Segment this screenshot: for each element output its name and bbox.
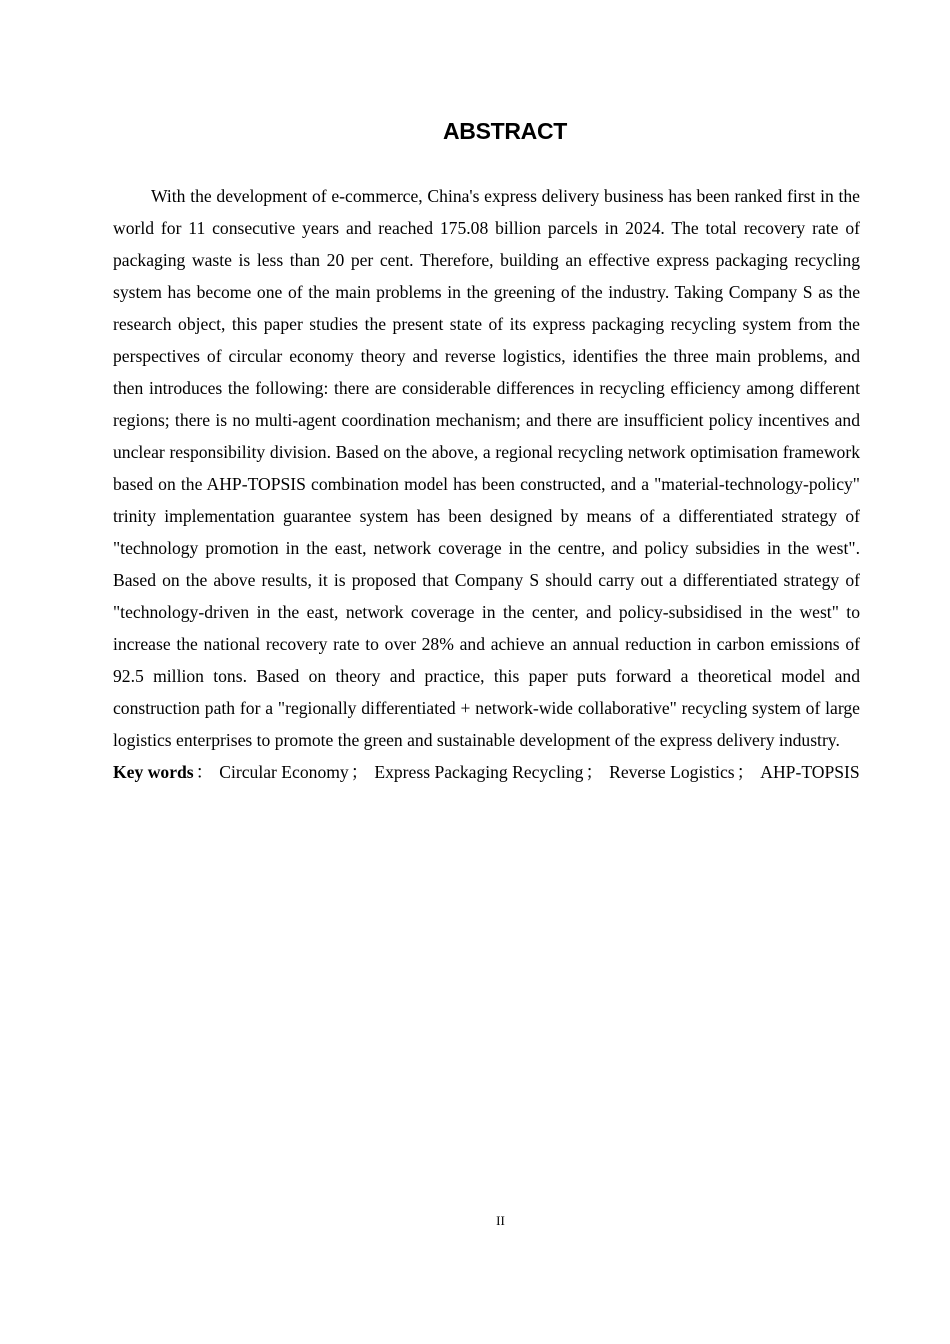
keyword-item: Reverse Logistics bbox=[609, 762, 735, 782]
keywords-line bbox=[113, 756, 860, 788]
keyword-separator: ； bbox=[585, 762, 604, 782]
keyword-separator: ； bbox=[736, 762, 755, 782]
keyword-separator: ； bbox=[350, 762, 369, 782]
keyword-item: Circular Economy bbox=[219, 762, 349, 782]
abstract-title: ABSTRACT bbox=[442, 118, 568, 144]
keyword-item: Express Packaging Recycling bbox=[374, 762, 584, 782]
abstract-paragraph: With the development of e-commerce, China's express delivery business has been ranked first in the world for 11 consecutive years and reached 175.08 billion parcels in 2024. The total recovery rate of packaging waste is less than 20 per cent. Therefore, building an effective express packaging recycling system has become one of the main problems in the greening of the industry. Taking Company S as the research object, this paper studies the present state of its express packaging recycling system from the perspectives of circular economy theory and reverse logistics, identifies the three main problems, and then introduces the following: there are considerable differences in recycling efficiency among different regions; there is no multi-agent coordination mechanism; and there are insufficient policy incentives and unclear responsibility division. Based on the above, a regional recycling network optimisation framework based on the AHP-TOPSIS combination model has been constructed, and a "material-technology-policy" trinity implementation guarantee system has been designed by means of a differentiated strategy of "technology promotion in the east, network coverage in the centre, and policy subsidies in the west". Based on the above results, it is proposed that Company S should carry out a differentiated strategy of "technology-driven in the east, network coverage in the center, and policy-subsidised in the west" to increase the national recovery rate to over 28% and achieve an annual reduction in carbon emissions of 92.5 million tons. Based on theory and practice, this paper puts forward a theoretical model and construction path for a "regionally differentiated + network-wide collaborative" recycling system of large logistics enterprises to promote the green and sustainable development of the express delivery industry. bbox=[113, 186, 860, 750]
keywords-colon: ： bbox=[195, 762, 214, 782]
keyword-item: AHP-TOPSIS bbox=[760, 762, 860, 782]
abstract-content bbox=[113, 180, 860, 788]
page-number: II bbox=[496, 1213, 505, 1228]
keywords-label: Key words bbox=[113, 762, 194, 782]
